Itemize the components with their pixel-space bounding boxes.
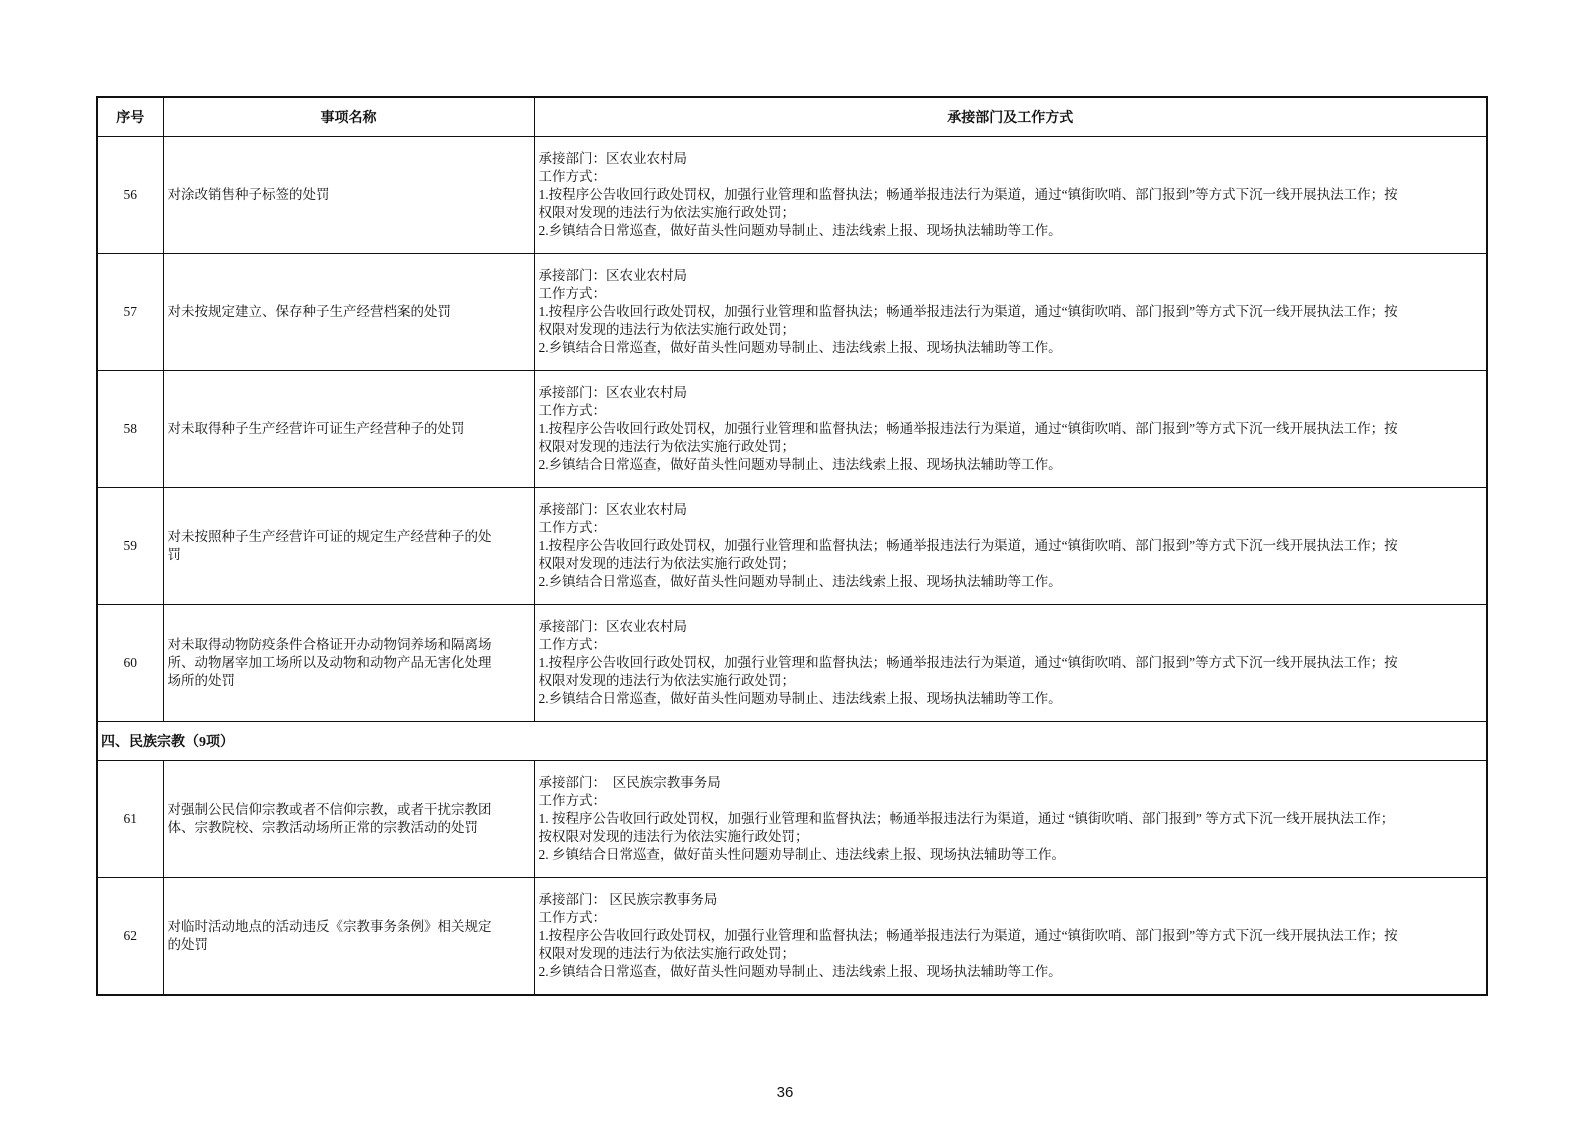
item-detail-line: 2.乡镇结合日常巡查，做好苗头性问题劝导制止、违法线索上报、现场执法辅助等工作。 [538,457,1062,472]
item-detail-line: 1.按程序公告收回行政处罚权，加强行业管理和监督执法；畅通举报违法行为渠道，通过“镇街吹哨、部门报到”等方式下沉一线开展执法工作；按 [538,928,1398,943]
item-detail-line: 承接部门：区农业农村局 [538,151,687,166]
item-detail-line: 工作方式： [538,910,606,925]
item-detail-line: 承接部门： 区民族宗教事务局 [538,775,721,790]
item-detail-line: 2.乡镇结合日常巡查，做好苗头性问题劝导制止、违法线索上报、现场执法辅助等工作。 [538,223,1062,238]
item-detail-line: 工作方式： [538,286,606,301]
item-detail-line: 权限对发现的违法行为依法实施行政处罚； [538,556,795,571]
item-detail-line: 2.乡镇结合日常巡查，做好苗头性问题劝导制止、违法线索上报、现场执法辅助等工作。 [538,340,1062,355]
item-detail-line: 1.按程序公告收回行政处罚权，加强行业管理和监督执法；畅通举报违法行为渠道，通过“镇街吹哨、部门报到”等方式下沉一线开展执法工作；按 [538,421,1398,436]
item-detail-line: 承接部门：区农业农村局 [538,502,687,517]
document-table-container [96,96,1486,996]
item-detail-line: 1.按程序公告收回行政处罚权，加强行业管理和监督执法；畅通举报违法行为渠道，通过“镇街吹哨、部门报到”等方式下沉一线开展执法工作；按 [538,538,1398,553]
page-number: 36 [776,1084,794,1101]
item-name-cell [163,878,534,996]
item-name-cell [163,371,534,488]
item-name-cell [163,605,534,722]
item-name-line: 对未取得种子生产经营许可证生产经营种子的处罚 [167,421,465,436]
item-name-cell [163,254,534,371]
item-detail-line: 权限对发现的违法行为依法实施行政处罚； [538,322,795,337]
item-detail-line: 工作方式： [538,169,606,184]
item-number: 62 [97,878,163,996]
item-number: 59 [97,488,163,605]
matters-table [96,96,1488,996]
item-name-line: 对强制公民信仰宗教或者不信仰宗教，或者干扰宗教团 [167,802,492,817]
item-name-line: 对临时活动地点的活动违反《宗教事务条例》相关规定 [167,919,492,934]
item-detail-line: 2.乡镇结合日常巡查，做好苗头性问题劝导制止、违法线索上报、现场执法辅助等工作。 [538,691,1062,706]
item-detail-line: 按权限对发现的违法行为依法实施行政处罚； [538,829,809,844]
item-number: 58 [97,371,163,488]
item-detail-line: 工作方式： [538,793,606,808]
item-detail-line: 承接部门：区农业农村局 [538,619,687,634]
item-detail-line: 1.按程序公告收回行政处罚权，加强行业管理和监督执法；畅通举报违法行为渠道，通过“镇街吹哨、部门报到”等方式下沉一线开展执法工作；按 [538,304,1398,319]
item-detail-line: 权限对发现的违法行为依法实施行政处罚； [538,673,795,688]
item-detail-cell [534,488,1487,605]
item-detail-line: 权限对发现的违法行为依法实施行政处罚； [538,946,795,961]
item-detail-line: 1.按程序公告收回行政处罚权，加强行业管理和监督执法；畅通举报违法行为渠道，通过“镇街吹哨、部门报到”等方式下沉一线开展执法工作；按 [538,187,1398,202]
item-name-cell [163,761,534,878]
table-row [97,371,1487,488]
item-detail-line: 工作方式： [538,520,606,535]
item-detail-line: 承接部门：区农业农村局 [538,385,687,400]
item-detail-line: 1. 按程序公告收回行政处罚权，加强行业管理和监督执法；畅通举报违法行为渠道，通过 “镇街吹哨、部门报到” 等方式下沉一线开展执法工作； [538,811,1395,826]
section-title: 四、民族宗教（9项） [97,722,1487,761]
item-detail-line: 1.按程序公告收回行政处罚权，加强行业管理和监督执法；畅通举报违法行为渠道，通过“镇街吹哨、部门报到”等方式下沉一线开展执法工作；按 [538,655,1398,670]
item-name-line: 对未按照种子生产经营许可证的规定生产经营种子的处 [167,529,492,544]
table-row [97,137,1487,254]
item-detail-cell [534,605,1487,722]
item-detail-line: 工作方式： [538,637,606,652]
table-row [97,878,1487,996]
table-row [97,488,1487,605]
table-row [97,761,1487,878]
item-detail-cell [534,371,1487,488]
column-header-name: 事项名称 [163,97,534,137]
item-detail-line: 2.乡镇结合日常巡查，做好苗头性问题劝导制止、违法线索上报、现场执法辅助等工作。 [538,964,1062,979]
item-detail-line: 承接部门：区农业农村局 [538,268,687,283]
item-number: 57 [97,254,163,371]
item-detail-line: 承接部门： 区民族宗教事务局 [538,892,718,907]
section-row [97,722,1487,761]
item-name-cell [163,137,534,254]
table-body [97,137,1487,996]
table-row [97,254,1487,371]
item-detail-line: 权限对发现的违法行为依法实施行政处罚； [538,205,795,220]
item-detail-cell [534,254,1487,371]
item-name-line: 场所的处罚 [167,673,235,688]
table-row [97,605,1487,722]
table-header [97,97,1487,137]
item-detail-line: 2. 乡镇结合日常巡查，做好苗头性问题劝导制止、违法线索上报、现场执法辅助等工作。 [538,847,1065,862]
item-detail-line: 权限对发现的违法行为依法实施行政处罚； [538,439,795,454]
item-name-line: 对未取得动物防疫条件合格证开办动物饲养场和隔离场 [167,637,492,652]
column-header-detail: 承接部门及工作方式 [534,97,1487,137]
item-detail-line: 2.乡镇结合日常巡查，做好苗头性问题劝导制止、违法线索上报、现场执法辅助等工作。 [538,574,1062,589]
item-detail-cell [534,761,1487,878]
item-name-line: 对未按规定建立、保存种子生产经营档案的处罚 [167,304,451,319]
item-number: 60 [97,605,163,722]
item-name-line: 所、动物屠宰加工场所以及动物和动物产品无害化处理 [167,655,492,670]
item-name-line: 罚 [167,547,181,562]
item-number: 56 [97,137,163,254]
item-name-line: 对涂改销售种子标签的处罚 [167,187,330,202]
item-detail-cell [534,878,1487,996]
item-name-line: 体、宗教院校、宗教活动场所正常的宗教活动的处罚 [167,820,478,835]
column-header-number: 序号 [97,97,163,137]
item-detail-cell [534,137,1487,254]
item-detail-line: 工作方式： [538,403,606,418]
item-number: 61 [97,761,163,878]
header-row [97,97,1487,137]
item-name-cell [163,488,534,605]
item-name-line: 的处罚 [167,937,208,952]
